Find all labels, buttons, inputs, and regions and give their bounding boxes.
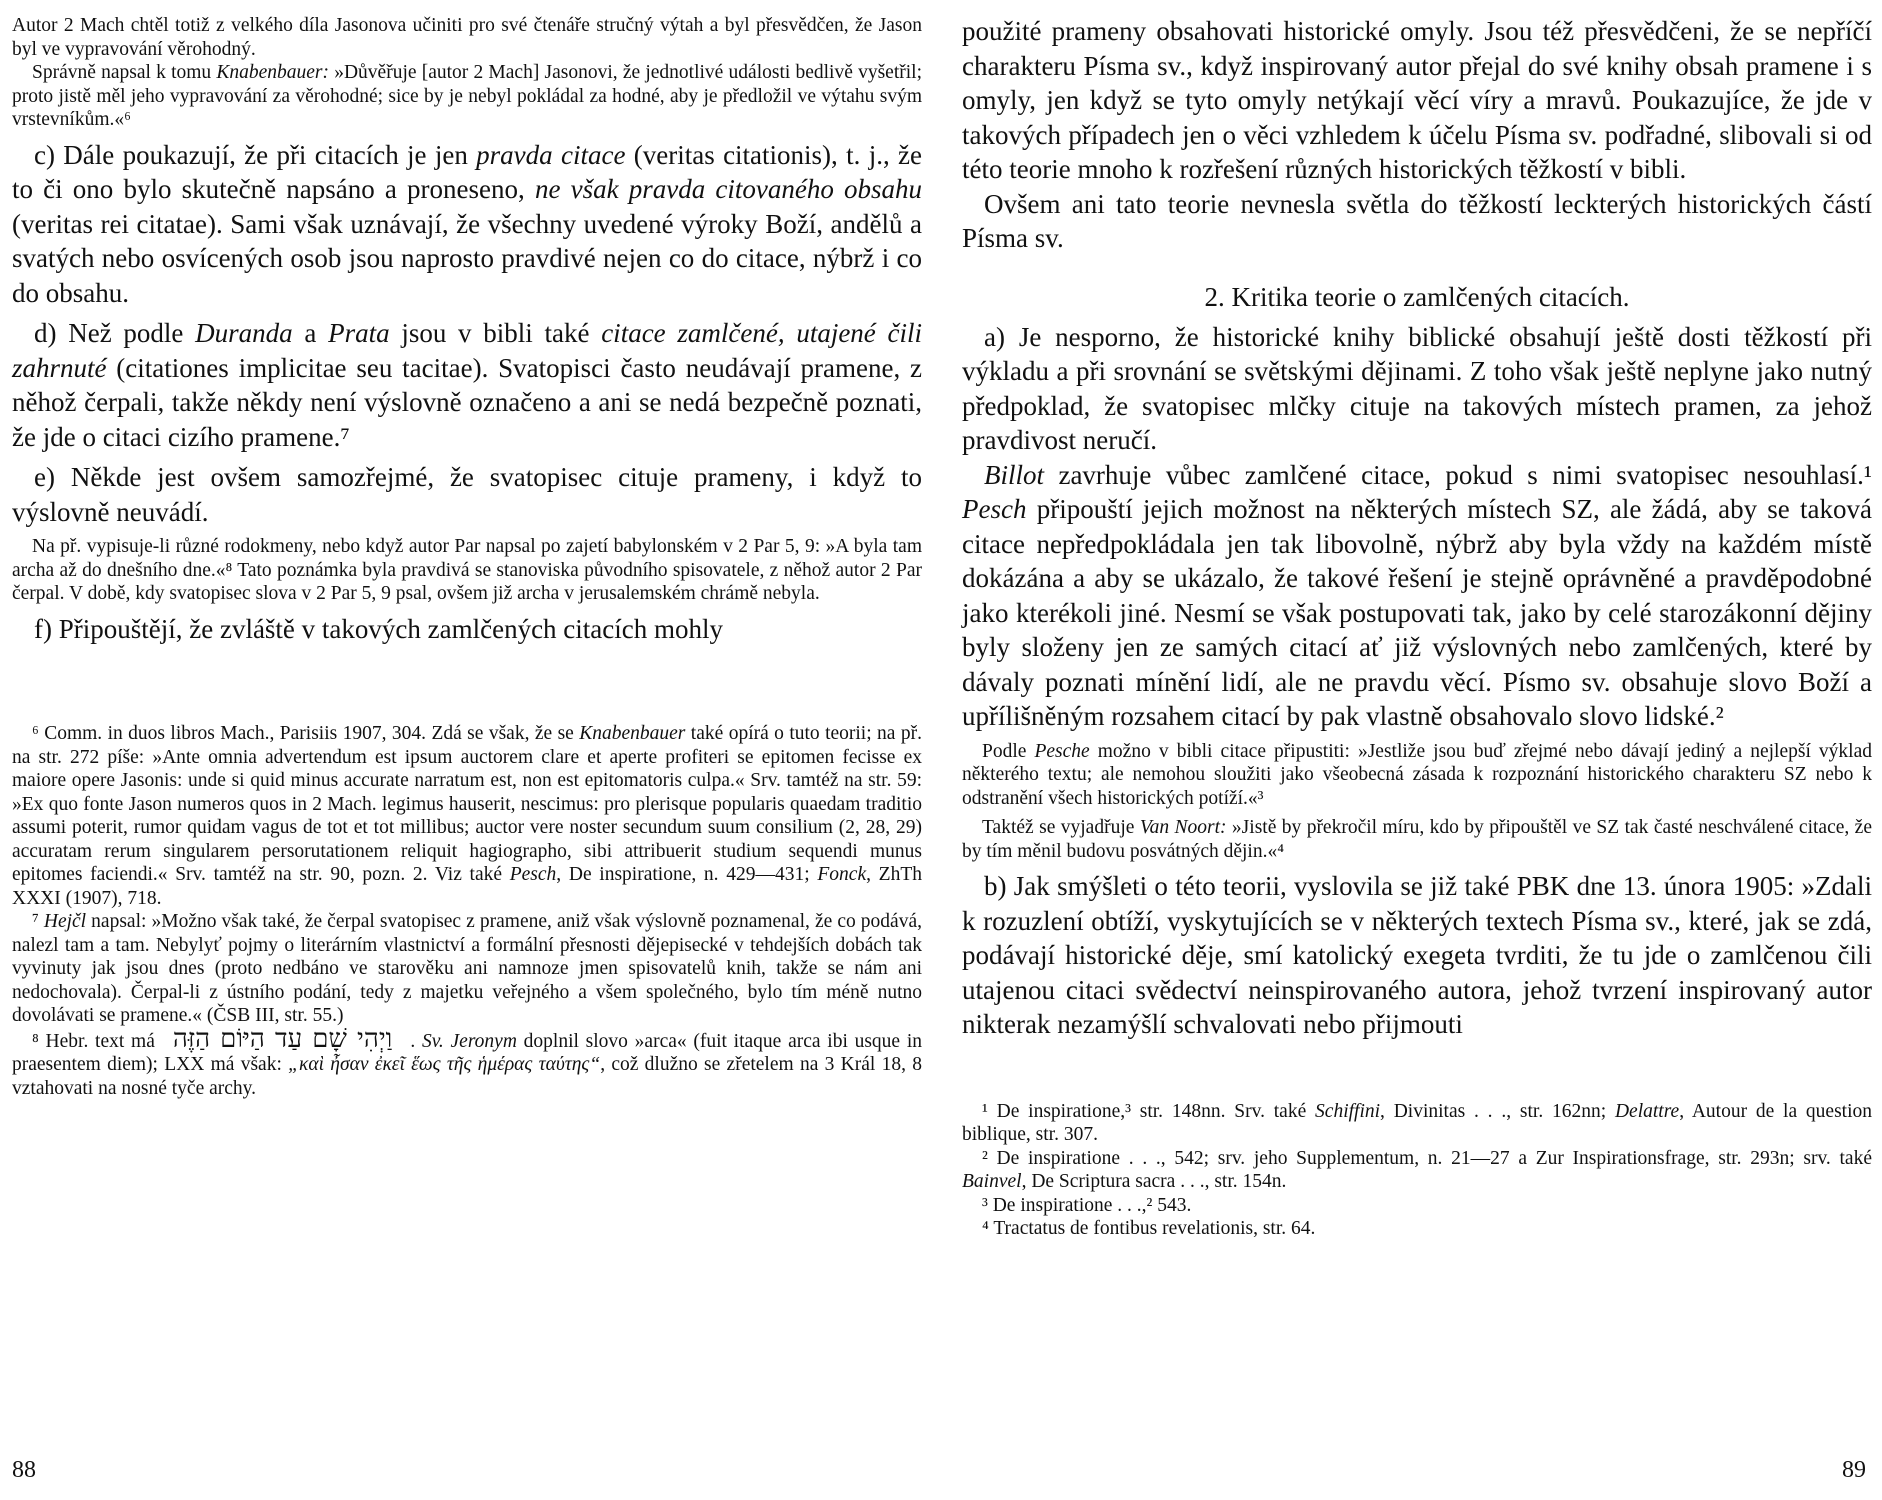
footnote-3: ³ De inspiratione . . .,² 543. bbox=[982, 1194, 1192, 1216]
paragraph-a: a) Je nesporno, že historické knihy biblické obsahují ještě dosti těžkostí při výkladu a při srovnání se světskými dějinami. Z toho však ještě neplyne jako nutný předpoklad, že svatopisec mlčky cituje na takových místech pramen, za jehož pravdivost neručí. bbox=[962, 321, 1872, 455]
intro-paragraph-1: Autor 2 Mach chtěl totiž z velkého díla Jasonova učiniti pro své čtenáře stručný výtah a byl přesvědčen, že Jason byl ve vypravování věrohodný. bbox=[12, 15, 922, 60]
paragraph-c: c) Dále poukazují, že při citacích je jen pravda citace (veritas citationis), t. j., že to či ono bylo skutečně napsáno a proneseno, ne však pravda citovaného obsahu (veritas rei citatae). Sami však uznávají, že všechny uvedené výroky Boží, andělů a svatých nebo osvícených osob jsou naprosto pravdivé nejen co do citace, nýbrž i co do obsahu. bbox=[12, 139, 923, 308]
page-number-left: 88 bbox=[12, 1457, 36, 1483]
footnote-2: ² De inspiratione . . ., 542; srv. jeho Supplementum, n. 21—27 a Zur Inspirationsfrage, str. 293n; srv. také Bainvel, De Scriptura sacra . . ., str. 154n. bbox=[962, 1147, 1872, 1192]
footnote-8: ⁸ Hebr. text má וַיְהִי שָׁם עַד הַיּוֹם הַזֶּה . Sv. Jeronym doplnil slovo »arca« (fuit itaque arca ibi usque in praesentem diem); LXX má však: „καὶ ἦσαν ἐκεῖ ἕως τῆς ἡμέρας ταύτης“, což dlužno se zřetelem na 3 Král 18, 8 vztahovati na nosné tyče archy. bbox=[12, 1023, 923, 1099]
example-paragraph: Na př. vypisuje-li různé rodokmeny, nebo když autor Par napsal po zajetí babylonském v 2 Par 5, 9: »A byla tam archa až do dnešního dne.«⁸ Tato poznámka byla pravdivá se stanoviska původního spisovatele, z něhož autor 2 Par čerpal. V době, kdy svatopisec slova v 2 Par 5, 9 psal, ovšem již archa v jerusalemském chrámě nebyla. bbox=[12, 536, 922, 604]
footnote-4: ⁴ Tractatus de fontibus revelationis, str. 64. bbox=[982, 1218, 1316, 1239]
paragraph-d: d) Než podle Duranda a Prata jsou v bibli také citace zamlčené, utajené čili zahrnuté (citationes implicitae seu tacitae). Svatopisci často neudávají pramene, z něhož čerpali, takže někdy není výslovně označeno a ani se nedá bezpečně poznati, že jde o citaci cizího pramene.⁷ bbox=[12, 318, 923, 452]
paragraph-b: b) Jak smýšleti o této teorii, vyslovila se již také PBK dne 13. února 1905: »Zdali k rozuzlení obtíží, vyskytujících se v některých textech Písma sv., které, jak se zdá, podávají historické děje, smí katolický exegeta tvrditi, že tu jde o zamlčenou čili utajenou citaci svědectví neinspirovaného autora, jehož tvrzení inspirovaný autor nikterak nezamýšlí schvalovati nebo přijmouti bbox=[962, 871, 1872, 1039]
paragraph-ovsem: Ovšem ani tato teorie nevnesla světla do těžkostí leckterých historických částí Písma sv. bbox=[962, 188, 1872, 253]
greek-quote: „καὶ ἦσαν ἐκεῖ ἕως τῆς ἡμέρας ταύτης“ bbox=[288, 1054, 601, 1075]
left-page bbox=[12, 14, 922, 1100]
paragraph-billot: Billot zavrhuje vůbec zamlčené citace, pokud s nimi svatopisec nesouhlasí.¹ Pesch připouští jejich možnost na některých místech SZ, ale žádá, aby se taková citace nepředpokládala jen tak libovolně, nýbrž aby byla vždy na každém místě dokázána a aby se ukázalo, že takové řešení je stejně oprávněné a pravděpodobné jako kterékoli jiné. Nesmí se však postupovati tak, jako by celé starozákonní dějiny byly složeny jen ze samých citací ať již výslovných nebo zamlčených, které by dávaly poznati mínění lidí, ale ne pravdu věcí. Písmo sv. obsahuje slovo Boží a upřílišněným rozsahem citací by pak vlastně obsahovalo slovo lidské.² bbox=[962, 459, 1872, 731]
left-footnotes bbox=[12, 722, 922, 1100]
continuation-paragraph: použité prameny obsahovati historické omyly. Jsou též přesvědčeni, že se nepříčí charakteru Písma sv., když inspirovaný autor přejal do své knihy obsah pramene i s omyly, jen když se tyto omyly netýkají věcí víry a mravů. Poukazujíce, že jde v takových případech jen o věci vzhledem k účelu Písma sv. podřadné, slibovali si od této teorie mnoho k rozřešení různých historických těžkostí v bibli. bbox=[962, 16, 1872, 184]
paragraph-f: f) Připouštějí, že zvláště v takových zamlčených citacích mohly bbox=[34, 613, 724, 644]
pesch-quote: Podle Pesche možno v bibli citace připustiti: »Jestliže jsou buď zřejmé nebo dávají jediný a nejlepší výklad některého textu; ale nemohou sloužiti jako všeobecná zásada k rozpoznání historického charakteru SZ nebo k odstranění všech historických potíží.«³ bbox=[962, 740, 1872, 809]
footnote-6: ⁶ Comm. in duos libros Mach., Parisiis 1907, 304. Zdá se však, že se Knabenbauer také opírá o tuto teorii; na př. na str. 272 píše: »Ante omnia advertendum est ipsum auctorem clare et aperte profiteri se epitomen fecisse ex maiore opere Jasonis: unde si quid minus accurate narratum est, non est epitomatoris culpa.« Srv. tamtéž na str. 59: »Ex quo fonte Jason numeros quos in 2 Mach. legimus hauserit, nescimus: pro plerisque popularis quaedam traditio assumi poterit, rumor quidam vagus de tot et tot millibus; auctor vere noster secundum suum consilium (2, 28, 29) accuratam rerum singularem persorutationem reliquit hagiographo, sibi attribuerit studium sequendi munus epitomes faciendi.« Srv. tamtéž na str. 90, pozn. 2. Viz také Pesch, De inspiratione, n. 429—431; Fonck, ZhTh XXXI (1907), 718. bbox=[12, 723, 923, 909]
van-noort-quote: Taktéž se vyjadřuje Van Noort: »Jistě by překročil míru, kdo by připouštěl ve SZ tak časté neschválené citace, že by tím měnil budovu posvátných dějin.«⁴ bbox=[962, 817, 1872, 862]
intro-paragraph-2: Správně napsal k tomu Knabenbauer: »Důvěřuje [autor 2 Mach] Jasonovi, že jednotlivé události bedlivě vyšetřil; proto jistě měl jeho vypravování za věrohodné; sice by je nebyl pokládal za hodné, aby je předložil ve výtahu svým vrstevníkům.«⁶ bbox=[12, 62, 922, 130]
footnote-1: ¹ De inspiratione,³ str. 148nn. Srv. také Schiffini, Divinitas . . ., str. 162nn; Delattre, Autour de la question biblique, str. 307. bbox=[962, 1100, 1872, 1145]
right-footnotes bbox=[962, 1100, 1872, 1241]
page-number-right: 89 bbox=[1842, 1457, 1866, 1483]
right-page bbox=[962, 14, 1872, 1241]
footnote-7: ⁷ Hejčl napsal: »Možno však také, že čerpal svatopisec z pramene, aniž však výslovně poznamenal, že co podává, nalezl tam a tam. Nebylyť pojmy o literárním vlastnictví a formální přesnosti dějepisecké v tehdejších dobách tak vyvinuty jak jsou dnes (proto nedbáno ve starověku ani namnoze jmen spisovatelů knih, takže se nám ani nedochovala). Čerpal-li z ústního podání, tedy z majetku veřejného a všem společného, bylo tím méně nutno dovolávati se pramene.« (ČSB III, str. 55.) bbox=[12, 911, 922, 1026]
section-heading: 2. Kritika teorie o zamlčených citacích. bbox=[1204, 281, 1630, 312]
hebrew-quote: וַיְהִי שָׁם עַד הַיּוֹם הַזֶּה bbox=[172, 1023, 393, 1054]
paragraph-e: e) Někde jest ovšem samozřejmé, že svatopisec cituje prameny, i když to výslovně neuvádí. bbox=[12, 462, 922, 527]
